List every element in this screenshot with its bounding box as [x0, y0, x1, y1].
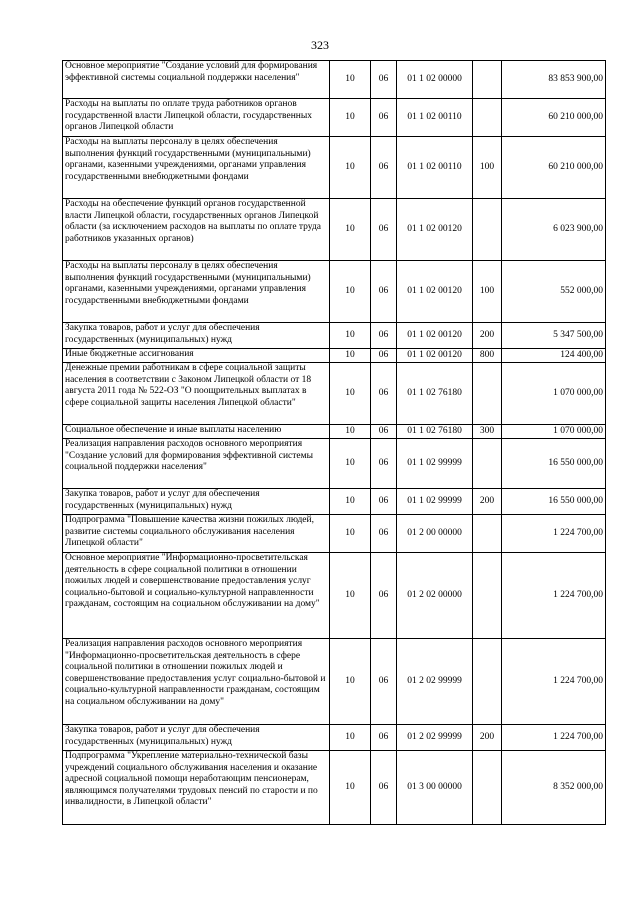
row-section: 10	[330, 439, 371, 489]
table-row	[63, 515, 606, 553]
row-expense-type	[473, 515, 502, 553]
row-expense-type: 100	[473, 261, 502, 323]
row-subsection: 06	[371, 725, 397, 751]
row-expense-type: 100	[473, 137, 502, 199]
table-row	[63, 99, 606, 137]
row-expense-type: 200	[473, 323, 502, 349]
row-subsection: 06	[371, 349, 397, 363]
table-row	[63, 261, 606, 323]
row-article: 01 1 02 00110	[397, 99, 473, 137]
table-row	[63, 553, 606, 639]
row-section: 10	[330, 349, 371, 363]
row-name: Расходы на выплаты по оплате труда работников органов государственной власти Липецкой области, государственных органов Липецкой области	[63, 99, 330, 137]
row-article: 01 1 02 00110	[397, 137, 473, 199]
table-row	[63, 425, 606, 439]
table-row	[63, 137, 606, 199]
row-expense-type	[473, 553, 502, 639]
row-subsection: 06	[371, 425, 397, 439]
row-amount: 60 210 000,00	[502, 99, 606, 137]
row-section: 10	[330, 61, 371, 99]
table-row	[63, 439, 606, 489]
row-section: 10	[330, 553, 371, 639]
row-name: Расходы на обеспечение функций органов государственной власти Липецкой области, государственных органов Липецкой области (за исключением расходов на выплаты по оплате труда работников указанных органов)	[63, 199, 330, 261]
row-name: Закупка товаров, работ и услуг для обеспечения государственных (муниципальных) нужд	[63, 489, 330, 515]
row-name: Расходы на выплаты персоналу в целях обеспечения выполнения функций государственными (муниципальными) органами, казенными учреждениями, органами управления государственными внебюджетными фондами	[63, 137, 330, 199]
row-subsection: 06	[371, 199, 397, 261]
row-subsection: 06	[371, 515, 397, 553]
page-number: 323	[311, 38, 329, 52]
budget-table	[62, 60, 606, 825]
row-section: 10	[330, 489, 371, 515]
row-expense-type	[473, 363, 502, 425]
row-amount: 5 347 500,00	[502, 323, 606, 349]
row-subsection: 06	[371, 137, 397, 199]
row-expense-type	[473, 61, 502, 99]
row-section: 10	[330, 425, 371, 439]
table-row	[63, 751, 606, 825]
row-amount: 1 224 700,00	[502, 639, 606, 725]
row-section: 10	[330, 323, 371, 349]
row-amount: 8 352 000,00	[502, 751, 606, 825]
row-subsection: 06	[371, 751, 397, 825]
row-name: Основное мероприятие "Информационно-просветительская деятельность в сфере социальной политики в отношении пожилых людей и совершенствование предоставления услуг социально-бытовой и социально-культурной направленности гражданам, состоящим на социальном обслуживании на дому"	[63, 553, 330, 639]
row-section: 10	[330, 515, 371, 553]
table-row	[63, 349, 606, 363]
row-section: 10	[330, 199, 371, 261]
budget-table-body	[63, 61, 606, 825]
row-article: 01 2 00 00000	[397, 515, 473, 553]
row-expense-type: 300	[473, 425, 502, 439]
row-article: 01 1 02 00120	[397, 349, 473, 363]
row-amount: 83 853 900,00	[502, 61, 606, 99]
row-name: Подпрограмма "Повышение качества жизни пожилых людей, развитие системы социального обслуживания населения Липецкой области"	[63, 515, 330, 553]
row-article: 01 1 02 00120	[397, 261, 473, 323]
row-name: Закупка товаров, работ и услуг для обеспечения государственных (муниципальных) нужд	[63, 725, 330, 751]
row-amount: 124 400,00	[502, 349, 606, 363]
row-article: 01 1 02 99999	[397, 439, 473, 489]
table-row	[63, 363, 606, 425]
row-expense-type	[473, 439, 502, 489]
row-article: 01 1 02 00000	[397, 61, 473, 99]
row-article: 01 3 00 00000	[397, 751, 473, 825]
row-subsection: 06	[371, 261, 397, 323]
row-section: 10	[330, 363, 371, 425]
row-amount: 60 210 000,00	[502, 137, 606, 199]
row-amount: 1 224 700,00	[502, 553, 606, 639]
row-article: 01 1 02 76180	[397, 425, 473, 439]
row-subsection: 06	[371, 439, 397, 489]
table-row	[63, 199, 606, 261]
row-name: Иные бюджетные ассигнования	[63, 349, 330, 363]
row-expense-type	[473, 99, 502, 137]
row-amount: 16 550 000,00	[502, 439, 606, 489]
row-expense-type: 800	[473, 349, 502, 363]
row-article: 01 1 02 76180	[397, 363, 473, 425]
row-article: 01 2 02 00000	[397, 553, 473, 639]
row-name: Реализация направления расходов основного мероприятия "Информационно-просветительская деятельность в сфере социальной политики в отношении пожилых людей и совершенствование предоставления услуг социально-бытовой и социально-культурной направленности гражданам, состоящим на социальном обслуживании на дому"	[63, 639, 330, 725]
row-amount: 1 224 700,00	[502, 725, 606, 751]
row-name: Основное мероприятие "Создание условий для формирования эффективной системы социальной поддержки населения"	[63, 61, 330, 99]
row-expense-type	[473, 751, 502, 825]
row-name: Расходы на выплаты персоналу в целях обеспечения выполнения функций государственными (муниципальными) органами, казенными учреждениями, органами управления государственными внебюджетными фондами	[63, 261, 330, 323]
row-amount: 1 070 000,00	[502, 425, 606, 439]
row-article: 01 2 02 99999	[397, 725, 473, 751]
row-article: 01 2 02 99999	[397, 639, 473, 725]
row-section: 10	[330, 99, 371, 137]
row-expense-type	[473, 639, 502, 725]
row-name: Реализация направления расходов основного мероприятия "Создание условий для формирования эффективной системы социальной поддержки населения"	[63, 439, 330, 489]
row-subsection: 06	[371, 99, 397, 137]
row-amount: 1 224 700,00	[502, 515, 606, 553]
row-subsection: 06	[371, 553, 397, 639]
table-row	[63, 61, 606, 99]
row-name: Подпрограмма "Укрепление материально-технической базы учреждений социального обслуживания населения и оказание адресной социальной помощи неработающим пенсионерам, являющимся получателями трудовых пенсий по старости и по инвалидности, в Липецкой области"	[63, 751, 330, 825]
row-expense-type: 200	[473, 489, 502, 515]
row-subsection: 06	[371, 61, 397, 99]
row-article: 01 1 02 00120	[397, 323, 473, 349]
row-article: 01 1 02 99999	[397, 489, 473, 515]
row-subsection: 06	[371, 489, 397, 515]
row-amount: 552 000,00	[502, 261, 606, 323]
table-row	[63, 323, 606, 349]
row-subsection: 06	[371, 639, 397, 725]
row-subsection: 06	[371, 323, 397, 349]
row-amount: 6 023 900,00	[502, 199, 606, 261]
row-section: 10	[330, 751, 371, 825]
row-article: 01 1 02 00120	[397, 199, 473, 261]
row-amount: 1 070 000,00	[502, 363, 606, 425]
row-name: Денежные премии работникам в сфере социальной защиты населения в соответствии с Законом Липецкой области от 18 августа 2011 года № 522-ОЗ "О поощрительных выплатах в сфере социальной защиты населения Липецкой области"	[63, 363, 330, 425]
row-section: 10	[330, 137, 371, 199]
row-name: Закупка товаров, работ и услуг для обеспечения государственных (муниципальных) нужд	[63, 323, 330, 349]
row-section: 10	[330, 725, 371, 751]
row-section: 10	[330, 261, 371, 323]
row-name: Социальное обеспечение и иные выплаты населению	[63, 425, 330, 439]
row-section: 10	[330, 639, 371, 725]
table-row	[63, 639, 606, 725]
row-subsection: 06	[371, 363, 397, 425]
table-row	[63, 489, 606, 515]
row-expense-type	[473, 199, 502, 261]
row-amount: 16 550 000,00	[502, 489, 606, 515]
table-row	[63, 725, 606, 751]
row-expense-type: 200	[473, 725, 502, 751]
